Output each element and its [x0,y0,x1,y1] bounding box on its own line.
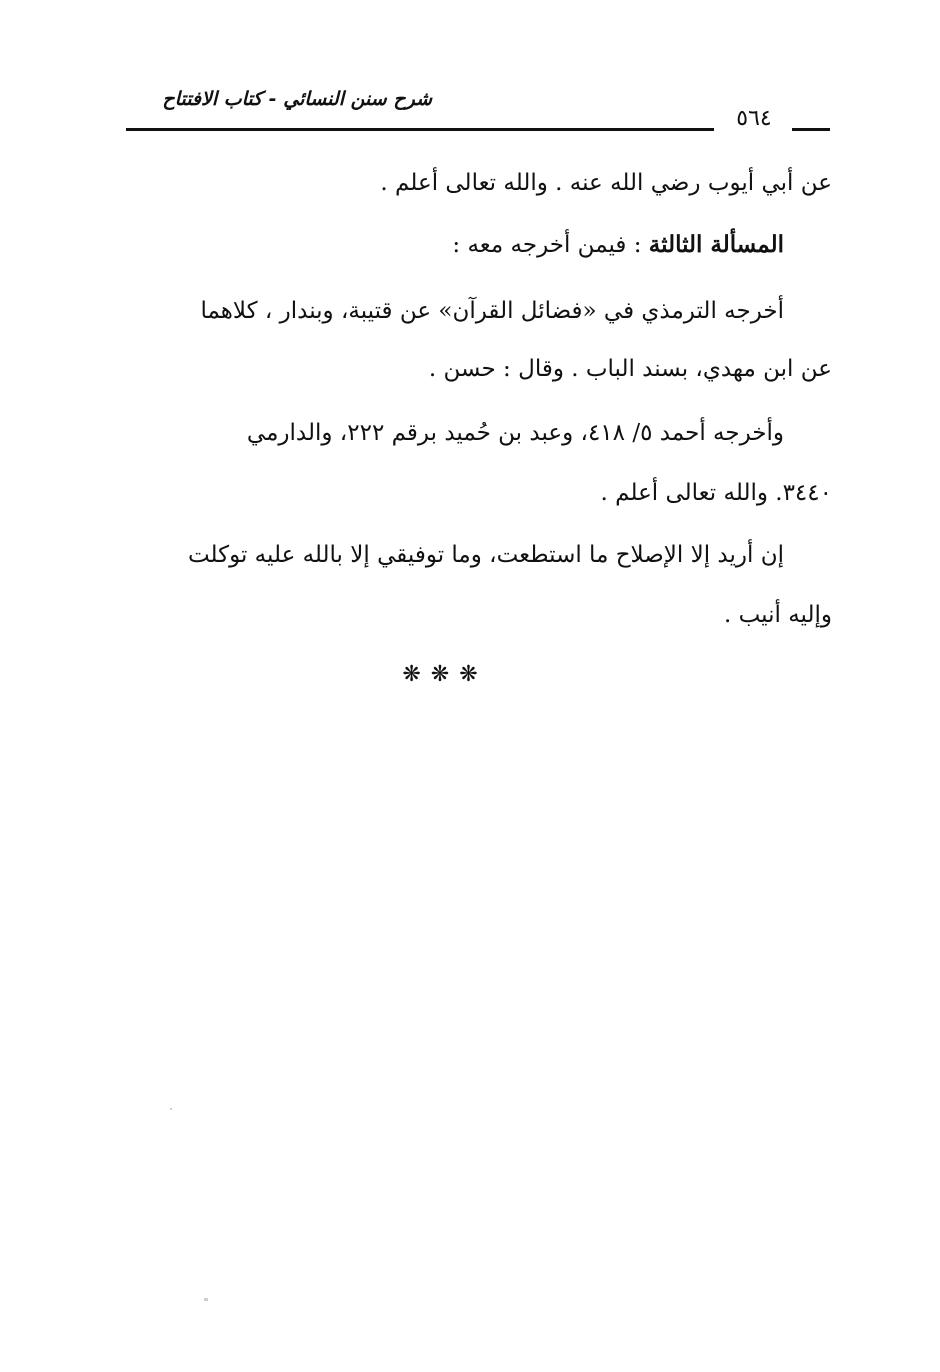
page-number: ٥٦٤ [736,106,772,131]
text-line-2 [78,228,784,262]
header-rule-short [792,128,830,131]
scan-speck [170,1108,172,1110]
text-line-6: ٣٤٤٠. والله تعالى أعلم . [600,480,832,506]
scan-speck [204,1298,208,1301]
text-line-3: أخرجه الترمذي في «فضائل القرآن» عن قتيبة، وبندار ، كلاهما [200,298,784,324]
text-line-8: وإليه أنيب . [723,602,832,628]
text-line-4: عن ابن مهدي، بسند الباب . وقال : حسن . [428,356,832,382]
header-rule [126,128,714,131]
text-line-5: وأخرجه أحمد ٥/ ٤١٨، وعبد بن حُميد برقم ٢٢٢، والدارمي [246,420,784,446]
running-title: شرح سنن النسائي - كتاب الافتتاح [162,88,432,110]
text-line-1: عن أبي أيوب رضي الله عنه . والله تعالى أعلم . [380,170,832,196]
section-separator: ❋❋❋ [402,662,488,687]
section-heading: المسألة الثالثة [648,231,784,258]
text-line-7: إن أريد إلا الإصلاح ما استطعت، وما توفيقي إلا بالله عليه توكلت [187,542,784,568]
section-heading-rest: : فيمن أخرجه معه : [452,232,642,258]
